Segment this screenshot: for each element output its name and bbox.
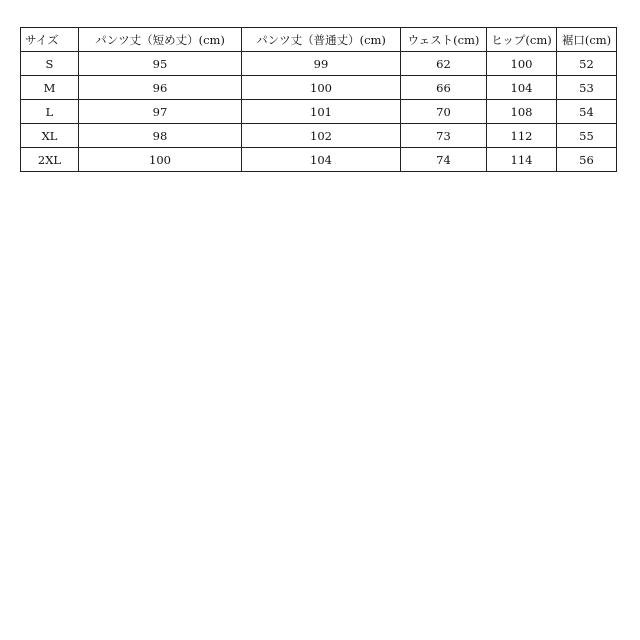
cell-pants-length-short: 100 — [79, 148, 242, 172]
cell-pants-length-short: 98 — [79, 124, 242, 148]
cell-size: XL — [21, 124, 79, 148]
cell-waist: 62 — [401, 52, 487, 76]
cell-waist: 66 — [401, 76, 487, 100]
cell-waist: 74 — [401, 148, 487, 172]
cell-waist: 73 — [401, 124, 487, 148]
cell-hip: 114 — [487, 148, 557, 172]
cell-pants-length-regular: 99 — [242, 52, 401, 76]
cell-pants-length-short: 97 — [79, 100, 242, 124]
header-size: サイズ — [21, 28, 79, 52]
header-pants-length-short: パンツ丈（短め丈）(cm) — [79, 28, 242, 52]
cell-pants-length-regular: 101 — [242, 100, 401, 124]
cell-size: L — [21, 100, 79, 124]
cell-hem-opening: 55 — [557, 124, 617, 148]
cell-pants-length-short: 95 — [79, 52, 242, 76]
size-chart-table — [20, 27, 617, 172]
header-pants-length-regular: パンツ丈（普通丈）(cm) — [242, 28, 401, 52]
cell-pants-length-regular: 102 — [242, 124, 401, 148]
table-row — [21, 124, 617, 148]
table-body — [21, 52, 617, 172]
cell-waist: 70 — [401, 100, 487, 124]
cell-hem-opening: 53 — [557, 76, 617, 100]
cell-hem-opening: 54 — [557, 100, 617, 124]
table-row — [21, 148, 617, 172]
cell-hip: 100 — [487, 52, 557, 76]
header-waist: ウェスト(cm) — [401, 28, 487, 52]
cell-pants-length-regular: 100 — [242, 76, 401, 100]
cell-hem-opening: 52 — [557, 52, 617, 76]
table-row — [21, 76, 617, 100]
header-hip: ヒップ(cm) — [487, 28, 557, 52]
cell-pants-length-short: 96 — [79, 76, 242, 100]
cell-size: M — [21, 76, 79, 100]
table-row — [21, 100, 617, 124]
cell-hip: 108 — [487, 100, 557, 124]
cell-pants-length-regular: 104 — [242, 148, 401, 172]
table-header — [21, 28, 617, 52]
header-row — [21, 28, 617, 52]
table-row — [21, 52, 617, 76]
cell-hem-opening: 56 — [557, 148, 617, 172]
cell-hip: 112 — [487, 124, 557, 148]
cell-hip: 104 — [487, 76, 557, 100]
cell-size: 2XL — [21, 148, 79, 172]
cell-size: S — [21, 52, 79, 76]
header-hem-opening: 裾口(cm) — [557, 28, 617, 52]
